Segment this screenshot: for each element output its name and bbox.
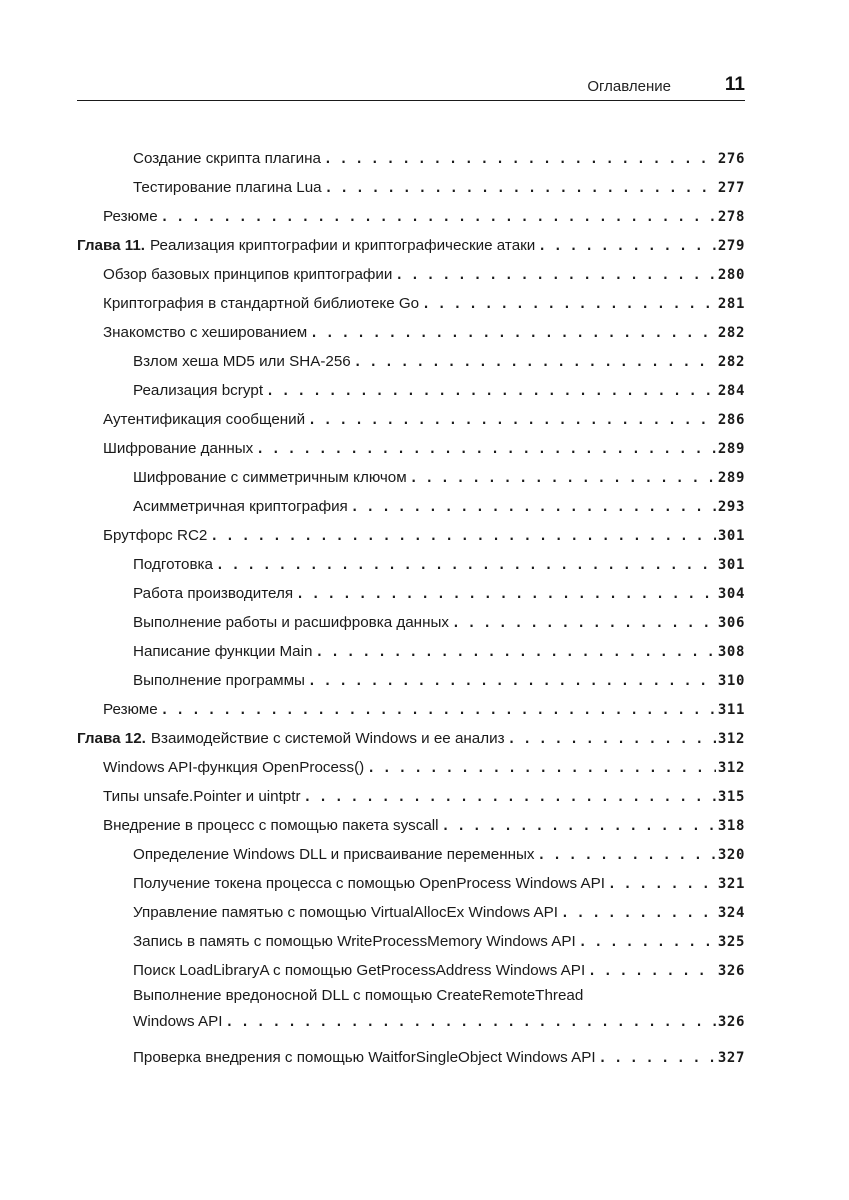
toc-entry-title: Создание скрипта плагина	[133, 150, 321, 167]
toc-page-number: 289	[717, 441, 745, 457]
toc-entry-title: Асимметричная криптография	[133, 498, 348, 515]
dot-leader	[308, 667, 716, 696]
toc-entry-title: Брутфорс RC2	[103, 527, 208, 544]
dot-leader	[395, 261, 716, 290]
toc-entry-title-wrap	[133, 550, 213, 579]
toc-entry-title-wrap	[103, 434, 253, 463]
dot-leader	[579, 928, 716, 957]
dot-leader	[210, 522, 716, 551]
toc-page-number: 326	[717, 1014, 745, 1030]
toc-page-number: 312	[717, 760, 745, 776]
toc-page-number: 279	[717, 238, 745, 254]
toc-entry	[77, 782, 745, 811]
toc-chapter-entry	[77, 231, 745, 260]
toc-entry-title-wrap	[103, 405, 305, 434]
toc-entry-title-wrap	[103, 753, 364, 782]
toc-entry-title-wrap	[133, 637, 312, 666]
toc-page-number: 282	[717, 325, 745, 341]
dot-leader	[354, 348, 716, 377]
toc-entry-title: Управление памятью с помощью VirtualAllocEx Windows API	[133, 904, 558, 921]
dot-leader	[325, 174, 716, 203]
toc-page-number: 276	[717, 151, 745, 167]
toc-entry	[77, 637, 745, 666]
chapter-label: Глава 12.	[77, 730, 146, 747]
toc-entry	[77, 202, 745, 231]
toc-page-number: 312	[717, 731, 745, 747]
toc-entry	[77, 347, 745, 376]
dot-leader	[442, 812, 716, 841]
toc-page-number: 315	[717, 789, 745, 805]
dot-leader	[422, 290, 716, 319]
toc-page-number: 327	[717, 1050, 745, 1066]
dot-leader	[561, 899, 716, 928]
toc-entry-title: Подготовка	[133, 556, 213, 573]
toc-entry-title-wrap	[133, 492, 348, 521]
toc-entry-title-wrap	[103, 811, 439, 840]
dot-leader	[256, 435, 716, 464]
toc-entry	[77, 521, 745, 550]
dot-leader	[161, 203, 716, 232]
toc-entry-title: Тестирование плагина Lua	[133, 179, 322, 196]
dot-leader	[599, 1044, 716, 1073]
toc-entry-continuation	[133, 1007, 745, 1036]
toc-entry	[77, 695, 745, 724]
toc-entry-title: Криптография в стандартной библиотеке Go	[103, 295, 420, 312]
toc-page-number: 278	[717, 209, 745, 225]
toc-entry	[77, 463, 745, 492]
toc-entry-title: Взаимодействие с системой Windows и ее анализ	[150, 730, 505, 747]
dot-leader	[588, 957, 716, 986]
toc-page-number: 304	[717, 586, 745, 602]
toc-page-number: 280	[717, 267, 745, 283]
toc-entry-title: Шифрование данных	[103, 440, 254, 457]
toc-entry-title-wrap	[133, 173, 322, 202]
dot-leader	[225, 1008, 715, 1037]
toc-entry-title: Работа производителя	[133, 585, 294, 602]
toc-entry	[77, 579, 745, 608]
toc-entry-title-wrap	[133, 956, 585, 985]
dot-leader	[266, 377, 716, 406]
dot-leader	[508, 725, 716, 754]
toc-entry	[77, 289, 745, 318]
dot-leader	[410, 464, 716, 493]
toc-entry-title-wrap	[133, 579, 293, 608]
toc-entry-title-wrap	[133, 666, 305, 695]
toc-page-number: 326	[717, 963, 745, 979]
toc-page-number: 301	[717, 528, 745, 544]
toc-entry-title-wrap	[103, 289, 419, 318]
toc-page-number: 310	[717, 673, 745, 689]
dot-leader	[216, 551, 716, 580]
toc-entry-title-wrap	[133, 347, 351, 376]
toc-page-number: 324	[717, 905, 745, 921]
toc-entry-title: Проверка внедрения с помощью WaitforSingleObject Windows API	[133, 1049, 596, 1066]
toc-entry-title: Обзор базовых принципов криптографии	[103, 266, 393, 283]
dot-leader	[308, 406, 716, 435]
dot-leader	[296, 580, 716, 609]
toc-entry-title-wrap	[133, 840, 535, 869]
toc-entry	[77, 666, 745, 695]
toc-entry	[77, 753, 745, 782]
toc-page-number: 282	[717, 354, 745, 370]
toc-entry-title-wrap	[133, 869, 605, 898]
toc-entry	[77, 898, 745, 927]
toc-entry	[77, 869, 745, 898]
toc-entry-title-wrap	[133, 144, 321, 173]
toc-entry	[77, 492, 745, 521]
toc-page-number: 306	[717, 615, 745, 631]
toc-entry-title: Реализация bcrypt	[133, 382, 264, 399]
toc-page-number: 318	[717, 818, 745, 834]
toc-entry-title-wrap	[133, 927, 576, 956]
toc-entry-title: Резюме	[103, 701, 158, 718]
toc-entry	[77, 840, 745, 869]
toc-entry-title-wrap	[103, 260, 392, 289]
toc-entry	[77, 260, 745, 289]
page-header	[77, 70, 745, 101]
toc-entry-title: Знакомство с хешированием	[103, 324, 308, 341]
toc-page-number: 286	[717, 412, 745, 428]
chapter-label: Глава 11.	[77, 237, 146, 254]
toc-entry-title-wrap	[77, 724, 505, 753]
dot-leader	[608, 870, 716, 899]
toc-entry	[77, 405, 745, 434]
toc-entry	[77, 173, 745, 202]
toc-entry-title-wrap	[103, 695, 158, 724]
toc-entry-title-wrap	[103, 202, 158, 231]
toc-page-number: 321	[717, 876, 745, 892]
toc-page-number: 325	[717, 934, 745, 950]
dot-leader	[315, 638, 715, 667]
table-of-contents	[77, 144, 745, 1072]
toc-page-number: 311	[717, 702, 745, 718]
toc-entry-title-wrap	[133, 898, 558, 927]
dot-leader	[161, 696, 716, 725]
toc-page-number: 289	[717, 470, 745, 486]
toc-entry-title-wrap	[133, 376, 263, 405]
toc-entry-title: Взлом хеша MD5 или SHA-256	[133, 353, 351, 370]
toc-entry-title: Внедрение в процесс с помощью пакета syscall	[103, 817, 439, 834]
toc-entry	[77, 318, 745, 347]
dot-leader	[324, 145, 716, 174]
toc-chapter-entry	[77, 724, 745, 753]
toc-entry-title: Типы unsafe.Pointer и uintptr	[103, 788, 301, 805]
toc-page-number: 301	[717, 557, 745, 573]
toc-entry	[77, 927, 745, 956]
toc-entry-title: Аутентификация сообщений	[103, 411, 306, 428]
toc-entry-title: Шифрование с симметричным ключом	[133, 469, 407, 486]
toc-page-number: 320	[717, 847, 745, 863]
toc-entry-title: Выполнение вредоносной DLL с помощью CreateRemoteThread	[133, 987, 584, 1004]
dot-leader	[452, 609, 716, 638]
dot-leader	[304, 783, 716, 812]
page-number: 11	[724, 74, 745, 95]
toc-entry-title-cont: Windows API	[133, 1013, 223, 1030]
toc-entry-title: Выполнение программы	[133, 672, 305, 689]
toc-entry-title: Определение Windows DLL и присваивание переменных	[133, 846, 535, 863]
dot-leader	[351, 493, 716, 522]
toc-entry-title-wrap	[133, 1043, 596, 1072]
toc-entry-title: Поиск LoadLibraryA с помощью GetProcessAddress Windows API	[133, 962, 586, 979]
toc-entry-title: Запись в память с помощью WriteProcessMemory Windows API	[133, 933, 576, 950]
toc-page-number: 277	[717, 180, 745, 196]
dot-leader	[310, 319, 716, 348]
running-head: Оглавление	[587, 78, 671, 95]
toc-entry-title: Получение токена процесса с помощью OpenProcess Windows API	[133, 875, 605, 892]
toc-entry-title: Реализация криптографии и криптографические атаки	[150, 237, 536, 254]
toc-entry	[77, 376, 745, 405]
dot-leader	[367, 754, 716, 783]
toc-entry-title: Выполнение работы и расшифровка данных	[133, 614, 449, 631]
toc-page-number: 281	[717, 296, 745, 312]
toc-page-number: 284	[717, 383, 745, 399]
toc-entry	[77, 811, 745, 840]
toc-page-number: 293	[717, 499, 745, 515]
toc-entry-title-wrap	[103, 318, 307, 347]
toc-entry-title-wrap	[103, 782, 301, 811]
dot-leader	[538, 841, 716, 870]
toc-entry-title-wrap	[133, 608, 449, 637]
toc-entry	[77, 1043, 745, 1072]
toc-entry	[77, 956, 745, 985]
toc-entry-title: Написание функции Main	[133, 643, 313, 660]
toc-entry	[77, 434, 745, 463]
toc-entry-title-wrap	[77, 231, 535, 260]
toc-entry-title-wrap	[133, 463, 407, 492]
toc-entry	[77, 550, 745, 579]
dot-leader	[538, 232, 716, 261]
toc-entry	[77, 985, 745, 1043]
toc-page-number: 308	[717, 644, 745, 660]
toc-entry-title-wrap	[103, 521, 207, 550]
toc-entry	[77, 608, 745, 637]
toc-entry	[77, 144, 745, 173]
toc-entry-title: Резюме	[103, 208, 158, 225]
toc-entry-title: Windows API-функция OpenProcess()	[103, 759, 365, 776]
